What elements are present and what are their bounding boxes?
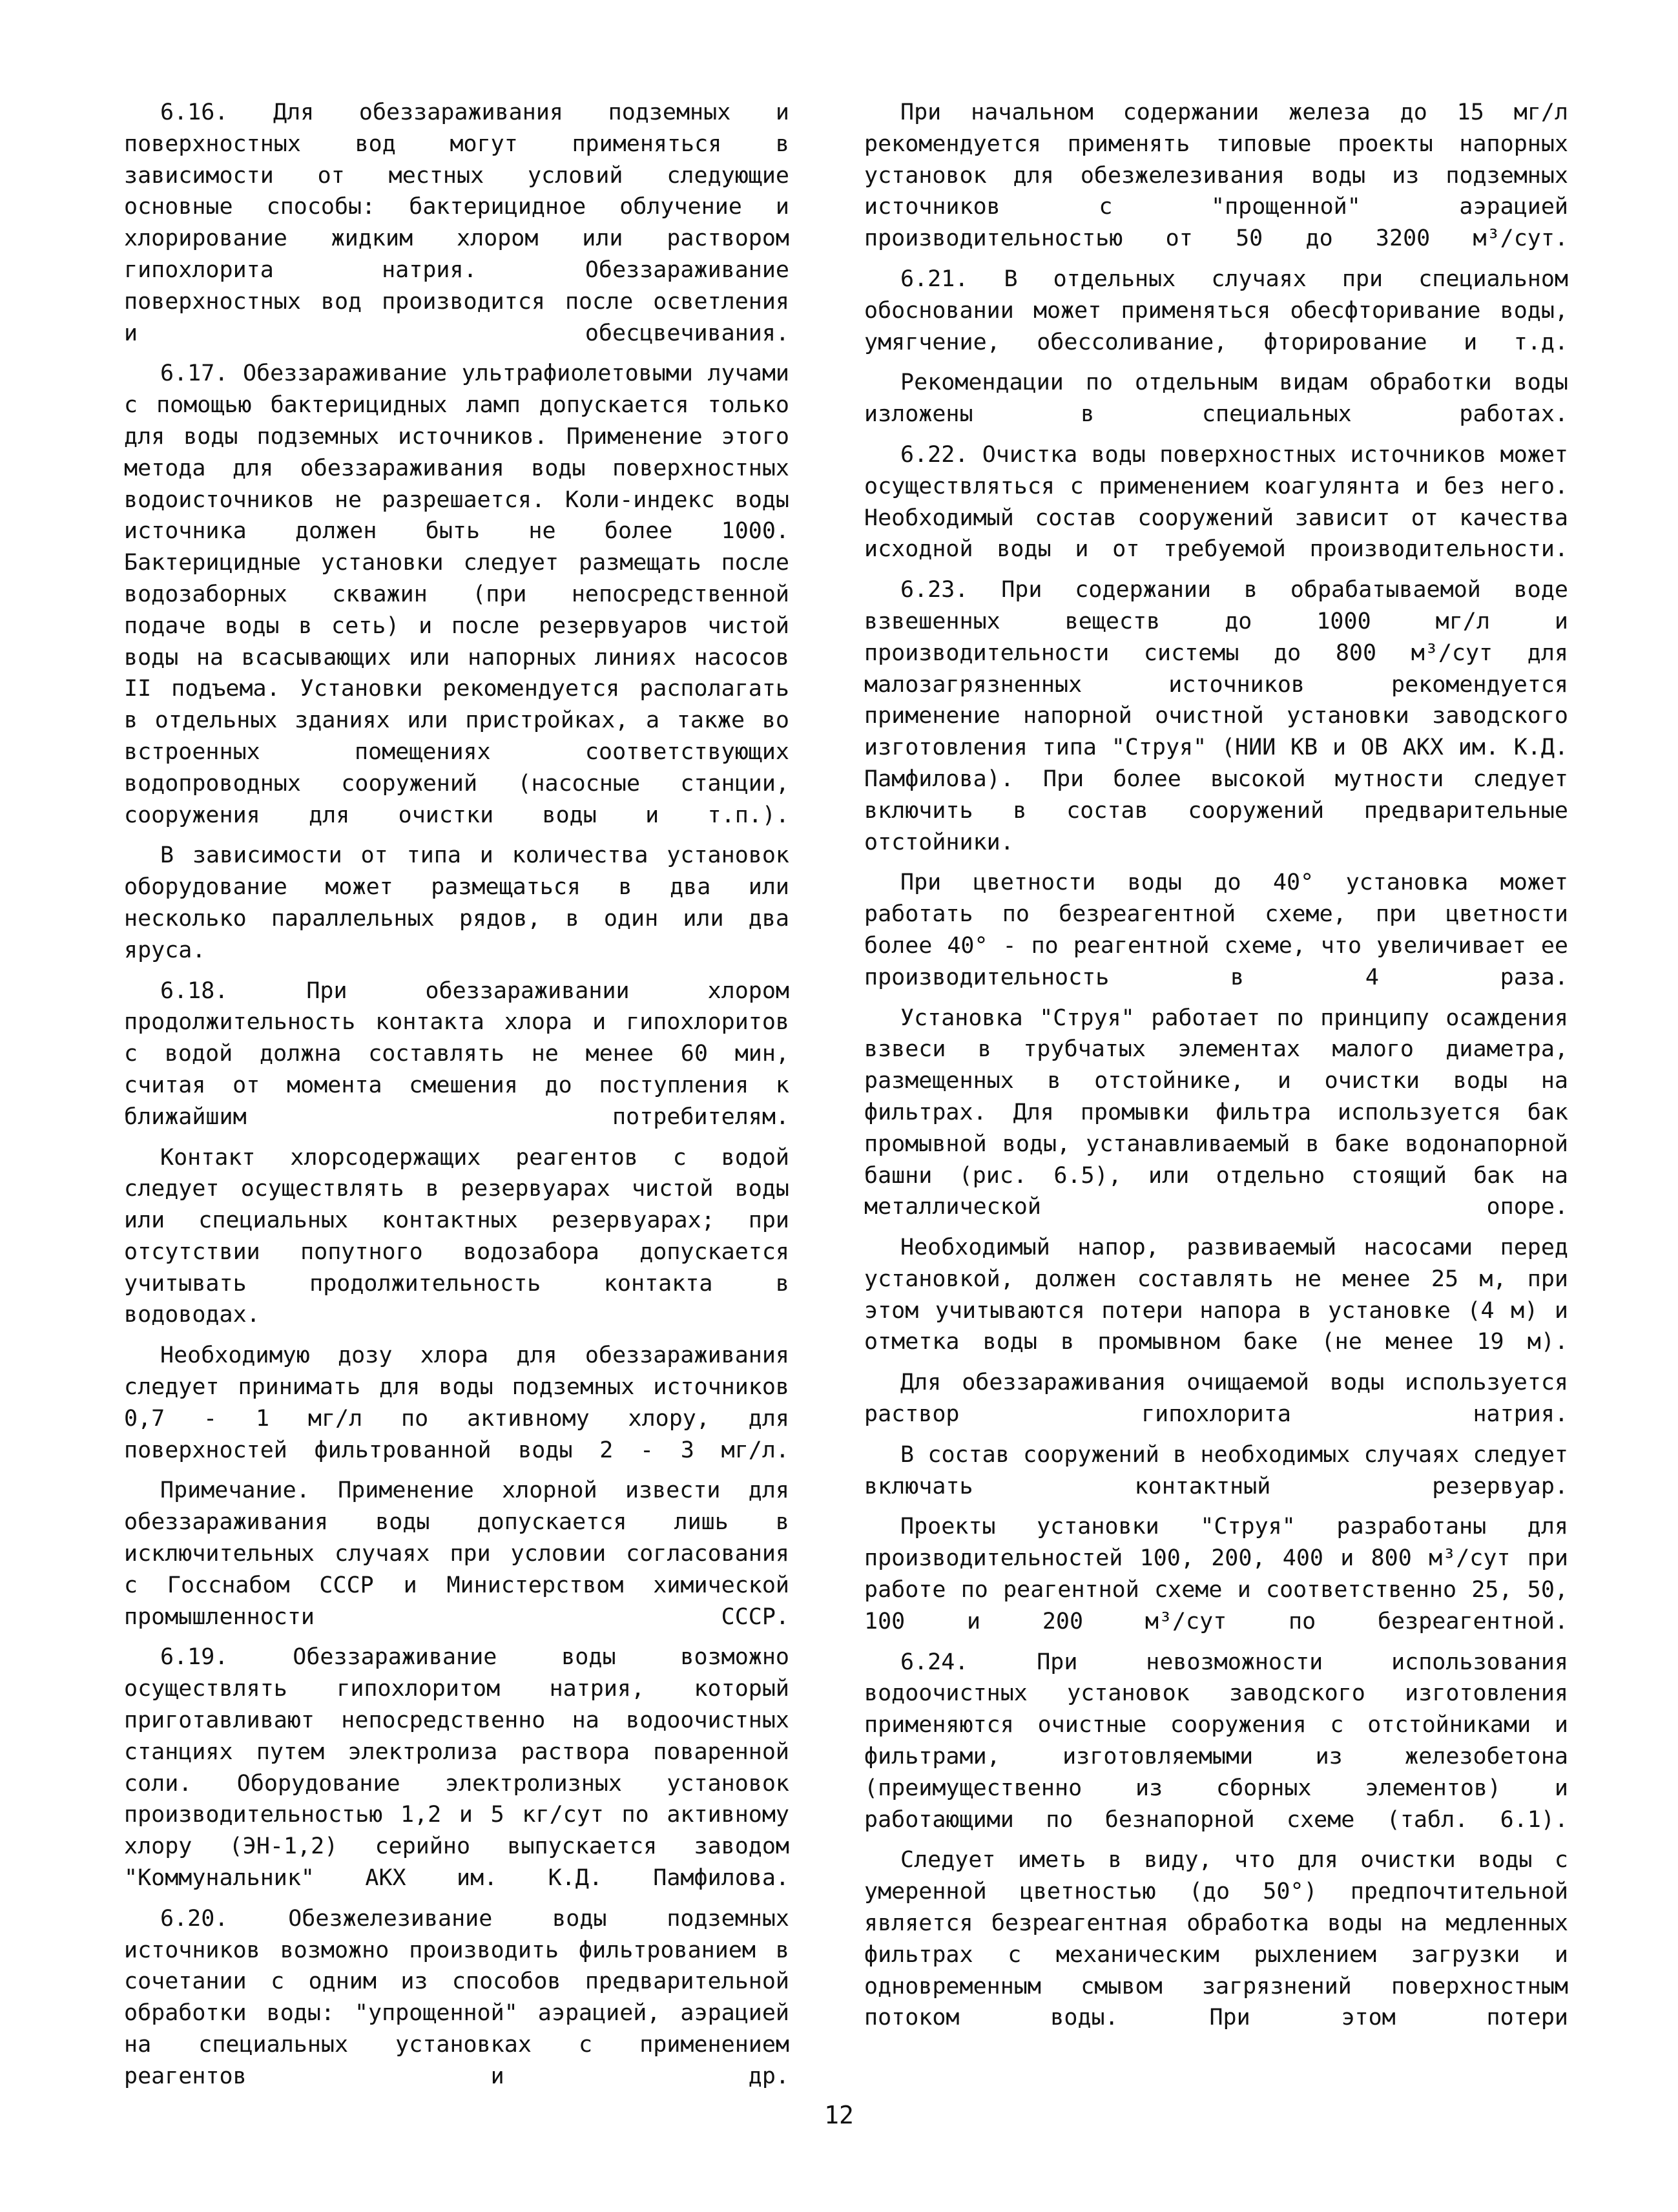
paragraph-6-22: 6.22. Очистка воды поверхностных источников может осуществляться с применением коагулянта и без него. Необходимый состав сооружений зависит от качества исходной воды и от требуемой производительности. (864, 441, 1568, 563)
paragraph-pressure: Необходимый напор, развиваемый насосами перед установкой, должен составлять не менее 25 м, при этом учитываются потери напора в установке (4 м) и отметка воды в промывном баке (не менее 19 м). (864, 1235, 1568, 1355)
paragraph-struya-projects: Проекты установки "Струя" разработаны для производительностей 100, 200, 400 и 800 м³/сут при работе по реагентной схеме и соответственно 25, 50, 100 и 200 м³/сут по безреагентной. (864, 1514, 1568, 1634)
paragraph-6-18: 6.18. При обеззараживании хлором продолжительность контакта хлора и гипохлоритов с водой должна составлять не менее 60 мин, считая от момента смешения до поступления к ближайшим потребителям. (124, 977, 789, 1130)
paragraph-note: Примечание. Применение хлорной извести для обеззараживания воды допускается лишь в исключительных случаях при условии согласования с Госснабом СССР и Министерством химической промышленности СССР. (124, 1477, 789, 1630)
paragraph-struya-principle: Установка "Струя" работает по принципу осаждения взвеси в трубчатых элементах малого диаметра, размещенных в отстойнике, и очистки воды на фильтрах. Для промывки фильтра используется бак промывной воды, устанавливаемый в баке водонапорной башни (рис. 6.5), или отдельно стоящий бак на металлической опоре. (864, 1005, 1568, 1220)
paragraph-contact-reservoir: В состав сооружений в необходимых случаях следует включать контактный резервуар. (864, 1441, 1568, 1499)
paragraph-6-24: 6.24. При невозможности использования водоочистных установок заводского изготовления применяются очистные сооружения с отстойниками и фильтрами, изготовляемыми из железобетона (преимущественно из сборных элементов) и работающими по безнапорной схеме (табл. 6.1). (864, 1649, 1568, 1833)
paragraph-slow-filters: Следует иметь в виду, что для очистки воды с умеренной цветностью (до 50°) предпочтительной является безреагентная обработка воды на медленных фильтрах с механическим рыхлением загрузки и одновременным смывом загрязнений поверхностным потоком воды. При этом потери (864, 1847, 1568, 2031)
paragraph-chlorine-dose: Необходимую дозу хлора для обеззараживания следует принимать для воды подземных источников 0,7 - 1 мг/л по активному хлору, для поверхностей фильтрованной воды 2 - 3 мг/л. (124, 1342, 789, 1463)
paragraph-color-scheme: При цветности воды до 40° установка может работать по безреагентной схеме, при цветности более 40° - по реагентной схеме, что увеличивает ее производительность в 4 раза. (864, 870, 1568, 990)
paragraph-recommendations: Рекомендации по отдельным видам обработки воды изложены в специальных работах. (864, 370, 1568, 428)
left-text-column (124, 97, 789, 2092)
paragraph-6-16: 6.16. Для обеззараживания подземных и поверхностных вод могут применяться в зависимости от местных условий следующие основные способы: бактерицидное облучение и хлорирование жидким хлором или раствором гипохлорита натрия. Обеззараживание поверхностных вод производится после осветления и обесцвечивания. (124, 99, 789, 346)
page-number: 12 (824, 2101, 854, 2129)
paragraph-6-23: 6.23. При содержании в обрабатываемой воде взвешенных веществ до 1000 мг/л и производительности системы до 800 м³/сут для малозагрязненных источников рекомендуется применение напорной очистной установки заводского изготовления типа "Струя" (НИИ КВ и ОВ АКХ им. К.Д. Памфилова). При более высокой мутности следует включить в состав сооружений предварительные отстойники. (864, 577, 1568, 855)
paragraph-disinfection: Для обеззараживания очищаемой воды используется раствор гипохлорита натрия. (864, 1370, 1568, 1428)
paragraph-6-17: 6.17. Обеззараживание ультрафиолетовыми лучами с помощью бактерицидных ламп допускается только для воды подземных источников. Применение этого метода для обеззараживания воды поверхностных водоисточников не разрешается. Коли-индекс воды источника должен быть не более 1000. Бактерицидные установки следует размещать после водозаборных скважин (при непосредственной подаче воды в сеть) и после резервуаров чистой воды на всасывающих или напорных линиях насосов II подъема. Установки рекомендуется располагать в отдельных зданиях или пристройках, а также во встроенных помещениях соответствующих водопроводных сооружений (насосные станции, сооружения для очистки воды и т.п.). (124, 360, 789, 828)
paragraph-6-20: 6.20. Обезжелезивание воды подземных источников возможно производить фильтрованием в сочетании с одним из способов предварительной обработки воды: "упрощенной" аэрацией, аэрацией на специальных установках с применением реагентов и др. (124, 1905, 789, 2089)
paragraph-iron-content: При начальном содержании железа до 15 мг/л рекомендуется применять типовые проекты напорных установок для обезжелезивания воды из подземных источников с "прощенной" аэрацией производительностью от 50 до 3200 м³/сут. (864, 99, 1568, 252)
paragraph-installation-rows: В зависимости от типа и количества установок оборудование может размещаться в два или несколько параллельных рядов, в один или два яруса. (124, 842, 789, 963)
paragraph-6-21: 6.21. В отдельных случаях при специальном обосновании может применяться обесфторивание воды, умягчение, обессоливание, фторирование и т.д. (864, 266, 1568, 355)
paragraph-chlorine-contact: Контакт хлорсодержащих реагентов с водой следует осуществлять в резервуарах чистой воды или специальных контактных резервуарах; при отсутствии попутного водозабора допускается учитывать продолжительность контакта в водоводах. (124, 1144, 789, 1328)
right-text-column (864, 97, 1568, 2034)
paragraph-6-19: 6.19. Обеззараживание воды возможно осуществлять гипохлоритом натрия, который приготавливают непосредственно на водоочистных станциях путем электролиза раствора поваренной соли. Оборудование электролизных установок производительностью 1,2 и 5 кг/сут по активному хлору (ЭН-1,2) серийно выпускается заводом "Коммунальник" АКХ им. К.Д. Памфилова. (124, 1644, 789, 1892)
